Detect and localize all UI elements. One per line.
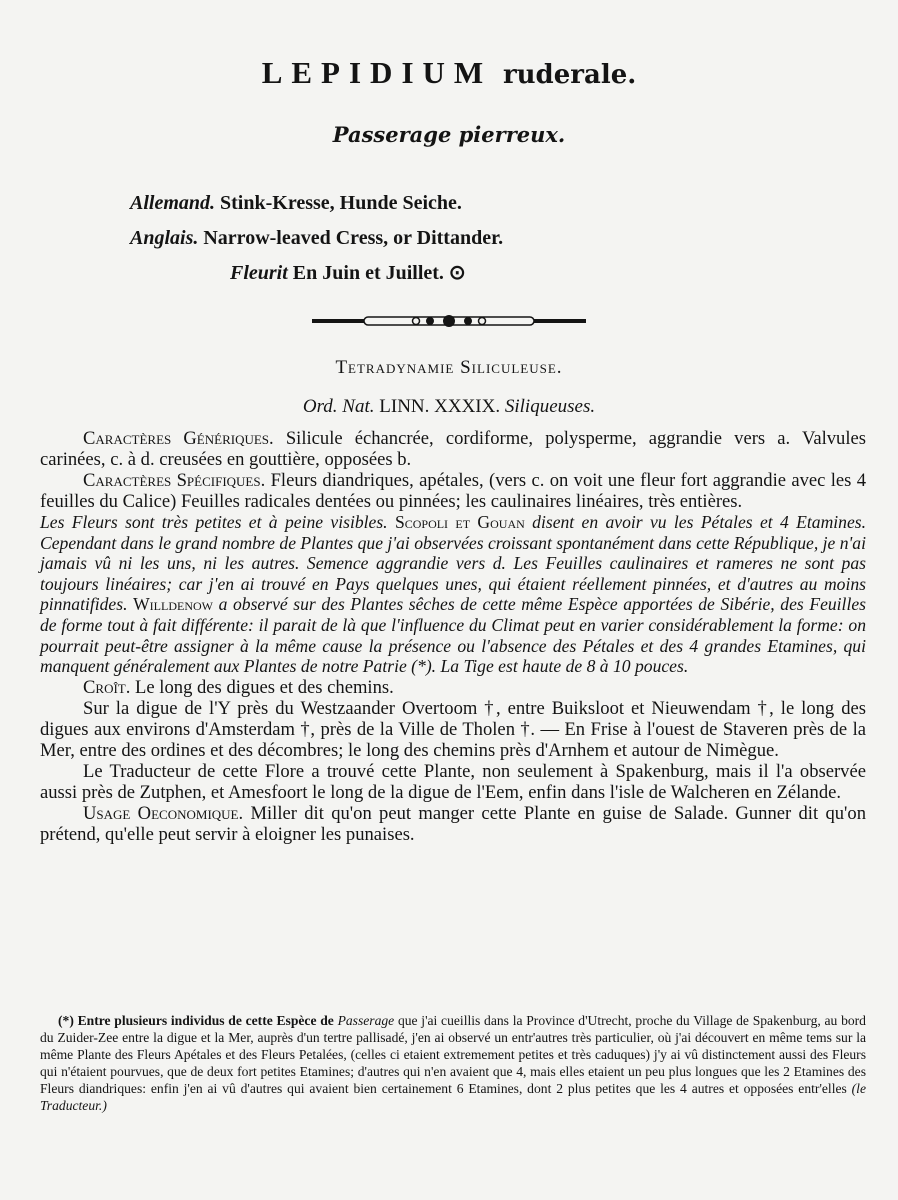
footnote xyxy=(40,1012,866,1114)
observation-text-2: disent en avoir vu les Pétales et 4 Etamines. Cependant dans le grand nombre de Plantes que j'ai observées croissant spontanément dans cette République, je n'ai jamais vû ni les uns, ni les autres. Semence aggrandie vers d. Les Feuilles caulinaires et rameres ne sont pas toujours linéaires; car j'en ai trouvé en Pays quelques unes, qui étaient réellement pinnées, et d'autres au moins pinnatifides. xyxy=(40,512,867,615)
economic-usage xyxy=(40,803,866,845)
english-name-line xyxy=(130,221,503,256)
english-label: Anglais. xyxy=(130,227,199,249)
observation-text-3: a observé sur des Plantes sêches de cette même Espèce apportées de Sibérie, des Feuilles de forme tout à fait différente: il parait de là que l'influence du Climat peut en varier considérablement la forme: on pourrait peut-être assigner à la même cause la présence ou l'absence des Pétales et des 4 grandes Etamines, qui manquent généralement aux Plantes de notre Patrie (*). La Tige est haute de 8 à 10 pouces. xyxy=(40,594,866,677)
german-label: Allemand. xyxy=(130,192,216,214)
order-family: Siliqueuses. xyxy=(504,396,596,417)
flowering-label: Fleurit xyxy=(230,262,288,284)
linnaean-class: Tetradynamie Siliculeuse. xyxy=(335,357,563,378)
genus-name: LEPIDIUM xyxy=(261,55,493,90)
french-common-name: Passerage pierreux. xyxy=(332,122,566,147)
observation-author-2: Willdenow xyxy=(133,594,213,615)
ornamental-rule xyxy=(312,312,586,330)
footnote-paragraph xyxy=(40,1012,866,1114)
observation-authors-1: Scopoli et Gouan xyxy=(394,512,525,532)
description-body xyxy=(40,428,866,845)
natural-order xyxy=(0,396,898,418)
usage-text: Miller dit qu'on peut manger cette Plante en guise de Salade. Gunner dit qu'on prétend, qu'elle peut servir à eloigner les punaises. xyxy=(40,802,866,845)
english-name: Narrow-leaved Cress, or Dittander. xyxy=(203,227,504,249)
habitat-localities: Sur la digue de l'Y près du Westzaander Overtoom †, entre Buiksloot et Nieuwendam †, le long des digues aux environs d'Amsterdam †, près de la Ville de Tholen †. — En Frise à l'ouest de Staveren près de la Mer, entre des ordines et des décombres; le long des chemins près d'Arnhem et autour de Nimègue. xyxy=(40,697,866,761)
german-name: Stink-Kresse, Hunde Seiche. xyxy=(220,192,462,214)
order-linn: LINN. XXXIX. xyxy=(379,396,501,417)
german-name-line xyxy=(130,186,503,221)
specific-label: Caractères Spécifiques. xyxy=(83,470,266,491)
flowering-period: En Juin et Juillet. ⊙ xyxy=(292,262,466,284)
observation-paragraph xyxy=(40,512,866,677)
page-title xyxy=(0,55,898,91)
order-prefix: Ord. Nat. xyxy=(302,396,375,417)
generic-characters xyxy=(40,428,866,470)
footnote-signature: (le Traducteur.) xyxy=(40,1081,866,1113)
specific-characters xyxy=(40,470,866,512)
vernacular-names xyxy=(130,186,503,291)
habitat-label: Croît. xyxy=(83,676,131,698)
habitat-intro: Le long des digues et des chemins. xyxy=(135,676,394,698)
specific-text: Fleurs diandriques, apétales, (vers c. on voit une fleur fort aggrandie avec les 4 feuilles du Calice) Feuilles radicales dentées ou pinnées; les caulinaires linéaires, très entières. xyxy=(40,470,867,512)
habitat-heading xyxy=(40,677,866,698)
footnote-lead: (*) Entre plusieurs individus de cette Espèce de xyxy=(58,1013,334,1028)
observation-text-1: Les Fleurs sont très petites et à peine visibles. xyxy=(40,512,388,532)
translator-localities: Le Traducteur de cette Flore a trouvé cette Plante, non seulement à Spakenburg, mais il l'a observée aussi près de Zutphen, et Amesfoort le long de la digue de l'Eem, enfin dans l'isle de Walcheren en Zélande. xyxy=(40,760,866,803)
footnote-plant-name: Passerage xyxy=(337,1013,395,1028)
usage-label: Usage Oeconomique. xyxy=(83,802,244,824)
generic-label: Caractères Génériques. xyxy=(83,428,274,449)
flowering-line xyxy=(230,256,503,291)
species-name: ruderale. xyxy=(502,60,637,90)
generic-text: Silicule échancrée, cordiforme, polysperme, aggrandie vers a. Valvules carinées, c. à d. creusées en gouttière, opposées b. xyxy=(40,428,867,470)
footnote-text: que j'ai cueillis dans la Province d'Utrecht, proche du Village de Spakenburg, au bord du Zuider-Zee entre la digue et la Mer, auprès d'un tertre pallisadé, j'en ai observé un entr'autres très particulier, où j'ai découvert en même tems sur la même Plante des Fleurs Apétales et des Fleurs Petalées, (celles ci etaient extremement petites et très caduques) j'y ai vû distinctement aussi des Fleurs qui n'étaient pourvues, que de deux fort petites Etamines; d'autres qui n'en avaient que 4, mais elles etaient un peu plus longues que les 2 Etamines des Fleurs diandriques: enfin j'en ai vû d'autres qui avaient bien certainement 6 Etamines, dont 2 plus petites que les 4 autres et opposées entr'elles xyxy=(40,1013,866,1096)
